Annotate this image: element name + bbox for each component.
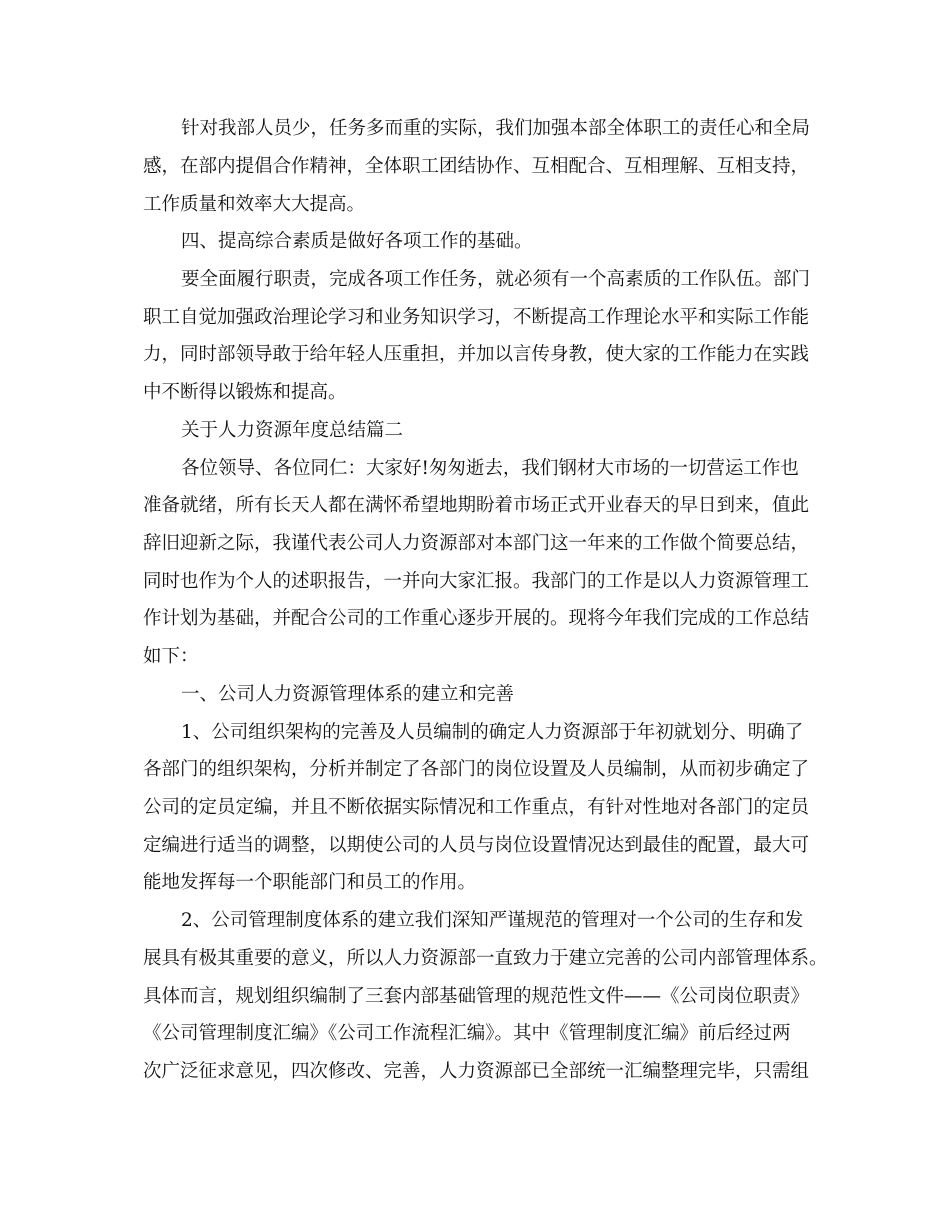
paragraph-line: 2、公司管理制度体系的建立我们深知严谨规范的管理对一个公司的生存和发 (181, 910, 804, 931)
paragraph-line: 公司的定员定编，并且不断依据实际情况和工作重点，有针对性地对各部门的定员 (143, 797, 810, 818)
paragraph-line: 能地发挥每一个职能部门和员工的作用。 (143, 872, 477, 893)
paragraph-line: 准备就绪，所有长天人都在满怀希望地期盼着市场正式开业春天的早日到来，值此 (143, 495, 810, 516)
paragraph-line: 同时也作为个人的述职报告，一并向大家汇报。我部门的工作是以人力资源管理工 (143, 571, 810, 592)
paragraph-line: 1、公司组织架构的完善及人员编制的确定人力资源部于年初就划分、明确了 (181, 722, 804, 743)
paragraph-line: 《公司管理制度汇编》《公司工作流程汇编》。其中《管理制度汇编》前后经过两 (143, 1023, 791, 1044)
paragraph-line: 感，在部内提倡合作精神，全体职工团结协作、互相配合、互相理解、互相支持， (143, 156, 810, 177)
paragraph-line: 针对我部人员少，任务多而重的实际，我们加强本部全体职工的责任心和全局 (181, 118, 811, 139)
paragraph-line: 职工自觉加强政治理论学习和业务知识学习，不断提高工作理论水平和实际工作能 (143, 307, 810, 328)
paragraph-line: 工作质量和效率大大提高。 (143, 194, 366, 215)
paragraph-line: 各部门的组织架构，分析并制定了各部门的岗位设置及人员编制，从而初步确定了 (143, 759, 810, 780)
paragraph-line: 要全面履行职责，完成各项工作任务，就必须有一个高素质的工作队伍。部门 (181, 269, 811, 290)
paragraph-line: 次广泛征求意见，四次修改、完善，人力资源部已全部统一汇编整理完毕，只需组 (143, 1061, 810, 1082)
paragraph-line: 作计划为基础，并配合公司的工作重心逐步开展的。现将今年我们完成的工作总结 (143, 608, 810, 629)
article-title: 关于人力资源年度总结篇二 (181, 420, 404, 441)
paragraph-line: 各位领导、各位同仁：大家好!匆匆逝去，我们钢材大市场的一切营运工作也 (181, 458, 799, 479)
section-heading: 一、公司人力资源管理体系的建立和完善 (181, 684, 515, 705)
paragraph-line: 力，同时部领导敢于给年轻人压重担，并加以言传身教，使大家的工作能力在实践 (143, 344, 810, 365)
paragraph-line: 辞旧迎新之际，我谨代表公司人力资源部对本部门这一年来的工作做个简要总结， (143, 533, 810, 554)
paragraph-line: 展具有极其重要的意义，所以人力资源部一直致力于建立完善的公司内部管理体系。 (143, 948, 828, 969)
paragraph-line: 如下： (143, 646, 199, 667)
paragraph-line: 中不断得以锻炼和提高。 (143, 382, 347, 403)
section-heading: 四、提高综合素质是做好各项工作的基础。 (181, 231, 533, 252)
paragraph-line: 具体而言，规划组织编制了三套内部基础管理的规范性文件——《公司岗位职责》 (143, 986, 810, 1007)
paragraph-line: 定编进行适当的调整，以期使公司的人员与岗位设置情况达到最佳的配置，最大可 (143, 835, 810, 856)
